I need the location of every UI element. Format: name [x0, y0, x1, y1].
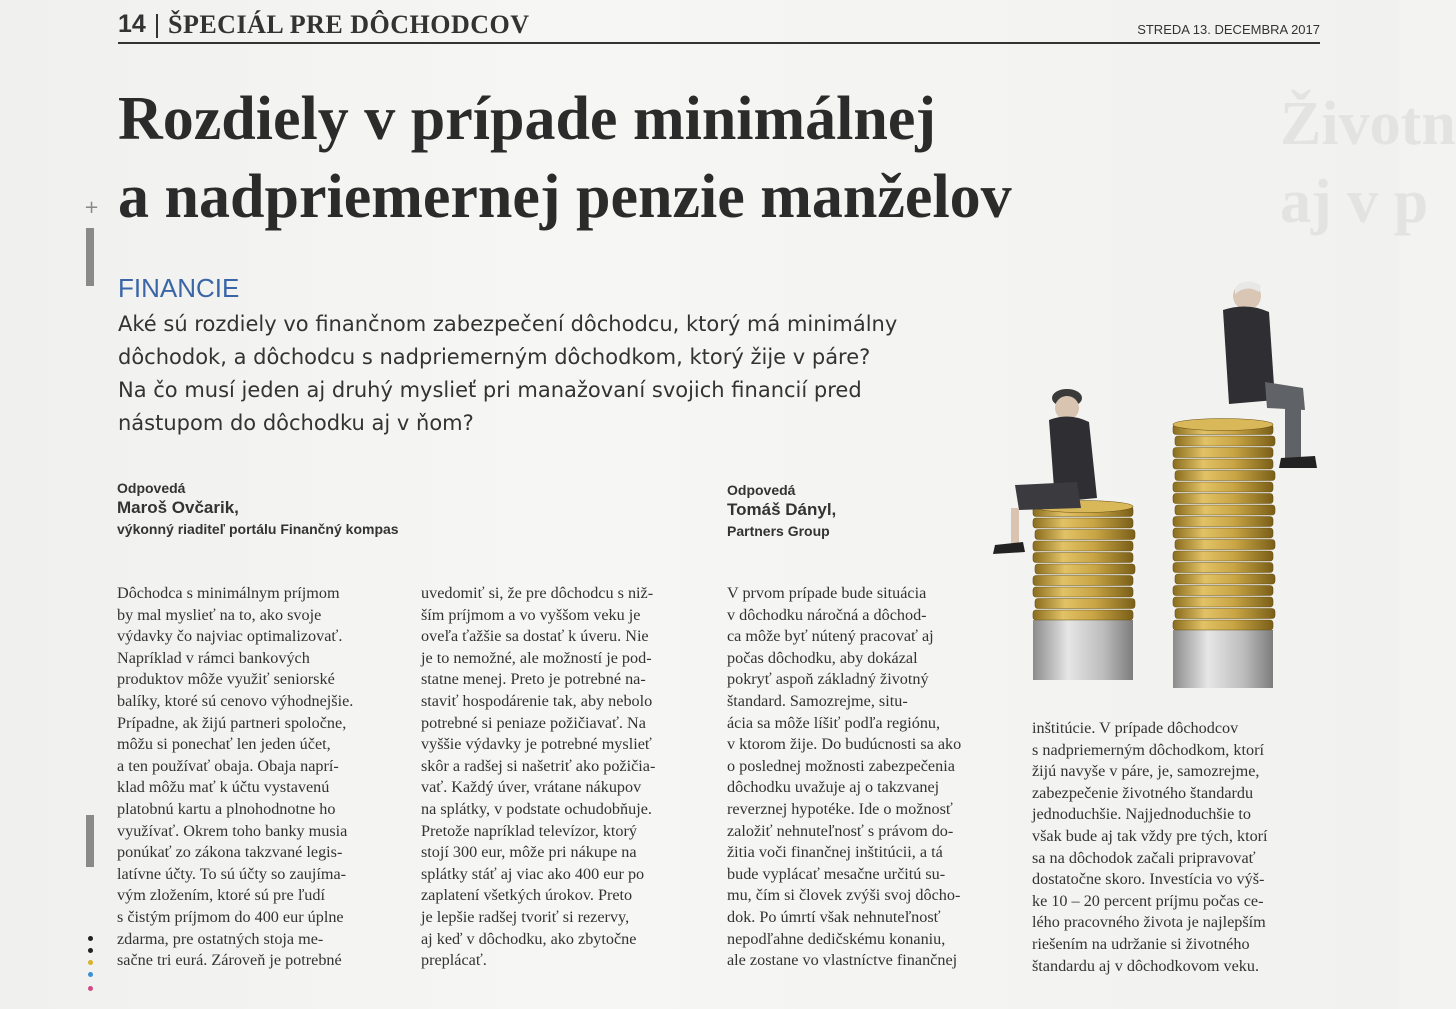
registration-dot — [88, 948, 93, 953]
coin — [1033, 541, 1133, 551]
coin — [1173, 494, 1273, 504]
registration-dot — [88, 936, 93, 941]
body-text-line: produktov môže využiť seniorské — [117, 670, 335, 689]
coin — [1173, 551, 1273, 561]
article-headline — [118, 80, 1298, 236]
body-text-line: skôr a radšej si našetriť ako požičia- — [421, 756, 656, 775]
body-text-line: Dôchodca s minimálnym príjmom — [117, 584, 340, 602]
coin — [1173, 482, 1273, 492]
body-text-line: zdarma, pre ostatných stoja me- — [117, 929, 324, 948]
byline-author: Tomáš Dányl, — [727, 500, 837, 519]
coin-stack-short — [1033, 501, 1135, 681]
coin — [1175, 540, 1275, 550]
bleed-line: Životn — [1280, 90, 1456, 158]
body-text-line: inštitúcie. V prípade dôchodcov — [1032, 719, 1239, 737]
body-text-line: využívať. Okrem toho banky musia — [117, 821, 348, 840]
body-text-line: statne menej. Preto je potrebné na- — [421, 670, 646, 689]
lead-line: dôchodok, a dôchodcu s nadpriemerným dôchodkom, ktorý žije v páre? — [118, 345, 871, 369]
coin-top — [1173, 419, 1273, 431]
body-text-line: mu, čím si človek zvýši svoj dôcho- — [727, 886, 961, 905]
body-text-line: vať. Každý úver, vrátane nákupov — [421, 778, 642, 797]
registration-dot — [88, 986, 93, 991]
print-mark-bar — [86, 228, 94, 286]
lead-line: Aké sú rozdiely vo finančnom zabezpečení dôchodcu, ktorý má minimálny — [118, 312, 898, 336]
coin — [1175, 574, 1275, 584]
body-text-line: balíky, ktoré sú cenovo výhodnejšie. — [117, 691, 354, 710]
body-text-line: ca môže byť nútený pracovať aj — [727, 627, 934, 646]
body-text-line: klad môžu mať k účtu vystavenú — [117, 778, 330, 797]
body-text-line: ponúkať zo zákona takzvané legis- — [117, 843, 343, 862]
body-text-line: a ten používať obaja. Obaja naprí- — [117, 756, 339, 775]
body-text-line: jednoduchšie. Najjednoduchšie to — [1032, 805, 1251, 824]
body-text-line: latívne účty. To sú účty so zaujíma- — [117, 864, 347, 883]
coin — [1173, 597, 1273, 607]
byline-first — [117, 479, 399, 539]
body-column-3 — [727, 583, 961, 972]
body-text-line: s nadpriemerným dôchodkom, ktorí — [1032, 740, 1264, 759]
body-text-line: sačne tri eurá. Zároveň je potrebné — [117, 951, 342, 970]
coin — [1033, 518, 1133, 528]
headline-line: Rozdiely v prípade minimálnej — [118, 85, 937, 153]
bleed-line: aj v p — [1280, 168, 1429, 236]
coin — [1173, 459, 1273, 469]
body-text-line: riešením na udržanie si životného — [1032, 934, 1250, 953]
body-text-line: platobnú kartu a plnohodnotne ho — [117, 799, 336, 818]
body-text-line: o poslednej možnosti zabezpečenia — [727, 756, 955, 775]
byline-role: Partners Group — [727, 523, 830, 539]
lead-line: Na čo musí jeden aj druhý myslieť pri manažovaní svojich financií pred — [118, 378, 862, 402]
registration-dot — [88, 960, 93, 965]
section-title: ŠPECIÁL PRE DÔCHODCOV — [168, 10, 530, 39]
headline-line: a nadpriemernej penzie manželov — [118, 163, 1012, 231]
body-text-line: je lepšie radšej tvoriť si rezervy, — [421, 907, 630, 926]
header-divider — [156, 14, 158, 38]
coin — [1033, 553, 1133, 563]
body-text-line: výdavky čo najviac optimalizovať. — [117, 627, 343, 646]
coin — [1173, 586, 1273, 596]
lead-line: nástupom do dôchodku aj v ňom? — [118, 411, 474, 435]
coin — [1035, 530, 1135, 540]
body-text-line: zaplatení všetkých úrokov. Preto — [421, 886, 633, 905]
body-text-line: ke 10 – 20 percent príjmu počas ce- — [1032, 891, 1264, 910]
body-text-line: potrebné si peniaze požičiavať. Na — [421, 713, 646, 732]
body-column-1 — [117, 583, 353, 972]
page-header — [118, 6, 1320, 44]
body-text-line: bude vyplácať mesačne určitú su- — [727, 864, 946, 883]
body-text-line: zabezpečenie životného štandardu — [1032, 783, 1254, 802]
byline-author: Maroš Ovčarik, — [117, 498, 239, 517]
coin — [1173, 620, 1273, 630]
adjacent-page-bleed — [1280, 85, 1456, 241]
body-text-line: štandard. Samozrejme, situ- — [727, 691, 908, 710]
body-text-line: dôchodku uvažuje aj o takzvanej — [727, 778, 940, 797]
body-text-line: žijú navyše v páre, je, samozrejme, — [1032, 762, 1260, 781]
coin — [1173, 528, 1273, 538]
byline-label: Odpovedá — [727, 482, 796, 498]
body-text-line: sa na dôchodok začali pripravovať — [1032, 848, 1256, 867]
body-text-line: ším príjmom a vo vyššom veku je — [421, 605, 641, 624]
body-text-line: pokryť aspoň základný životný — [727, 670, 929, 689]
body-text-line: ale zostane vo vlastníctve finančnej — [727, 951, 958, 970]
body-column-4 — [1032, 718, 1268, 977]
coin — [1173, 563, 1273, 573]
article-kicker: FINANCIE — [118, 273, 240, 303]
body-text-line: v dôchodku náročná a dôchod- — [727, 605, 927, 624]
byline-role: výkonný riaditeľ portálu Finančný kompas — [117, 521, 399, 537]
body-text-line: s čistým príjmom do 400 eur úplne — [117, 907, 344, 926]
body-text-line: však bude aj tak vždy pre tých, ktorí — [1032, 826, 1268, 845]
body-text-line: štandardu aj v dôchodkovom veku. — [1032, 956, 1260, 975]
body-text-line: by mal myslieť na to, ako svoje — [117, 605, 322, 624]
body-text-line: aj keď v dôchodku, ako zbytočne — [421, 929, 637, 948]
page-number: 14 — [118, 10, 146, 38]
print-mark-bar — [86, 815, 94, 867]
body-text-line: staviť hospodárenie tak, aby nebolo — [421, 691, 653, 710]
registration-dot — [88, 972, 93, 977]
crop-mark: + — [84, 197, 100, 218]
body-text-line: žitia voči finančnej inštitúcii, a tá — [727, 843, 943, 862]
body-text-line: vým zložením, ktoré sú pre ľudí — [117, 886, 325, 905]
body-text-line: Prípadne, ak žijú partneri spoločne, — [117, 713, 347, 732]
coin — [1175, 471, 1275, 481]
coin — [1175, 436, 1275, 446]
body-text-line: je to nemožné, ale možností je pod- — [421, 648, 652, 667]
coin-stacks-illustration — [985, 270, 1345, 700]
body-text-line: Pretože napríklad televízor, ktorý — [421, 821, 638, 840]
issue-date: STREDA 13. DECEMBRA 2017 — [1137, 22, 1320, 37]
body-text-line: môžu si ponechať len jeden účet, — [117, 735, 331, 754]
body-text-line: uvedomiť si, že pre dôchodcu s niž- — [421, 584, 654, 602]
body-text-line: vyššie výdavky je potrebné myslieť — [421, 735, 652, 754]
coin — [1035, 599, 1135, 609]
body-text-line: V prvom prípade bude situácia — [727, 584, 927, 602]
article-lead — [118, 308, 948, 440]
byline-label: Odpovedá — [117, 480, 186, 496]
body-text-line: lého pracovného života je najlepším — [1032, 913, 1266, 932]
coin — [1033, 576, 1133, 586]
coin-stack-tall — [1173, 419, 1275, 689]
body-text-line: oveľa ťažšie sa dostať k úveru. Nie — [421, 627, 649, 646]
body-text-line: stojí 300 eur, môže pri nákupe na — [421, 843, 637, 862]
body-text-line: založiť nehnuteľnosť s právom do- — [727, 821, 954, 840]
body-text-line: reverznej hypotéke. Ide o možnosť — [727, 799, 953, 818]
coin — [1033, 610, 1133, 620]
body-text-line: dostatočne skoro. Investícia vo výš- — [1032, 870, 1265, 889]
body-text-line: v ktorom žije. Do budúcnosti sa ako — [727, 735, 962, 754]
coin — [1175, 505, 1275, 515]
byline-second — [727, 481, 836, 541]
body-text-line: na splátky, v podstate ochudobňuje. — [421, 799, 652, 818]
body-text-line: dok. Po úmrtí však nehnuteľnosť — [727, 907, 941, 926]
coin — [1033, 587, 1133, 597]
body-text-line: splátky stáť aj viac ako 400 eur po — [421, 864, 645, 883]
body-column-2 — [421, 583, 655, 972]
body-text-line: nepodľahne dedičskému konaniu, — [727, 929, 946, 948]
body-text-line: ácia sa môže líšiť podľa regiónu, — [727, 713, 941, 732]
body-text-line: preplácať. — [421, 951, 487, 970]
body-text-line: počas dôchodku, aby dokázal — [727, 648, 918, 667]
coin — [1175, 609, 1275, 619]
coin — [1035, 564, 1135, 574]
body-text-line: Napríklad v rámci bankových — [117, 648, 310, 667]
coin — [1173, 448, 1273, 458]
coin — [1173, 517, 1273, 527]
